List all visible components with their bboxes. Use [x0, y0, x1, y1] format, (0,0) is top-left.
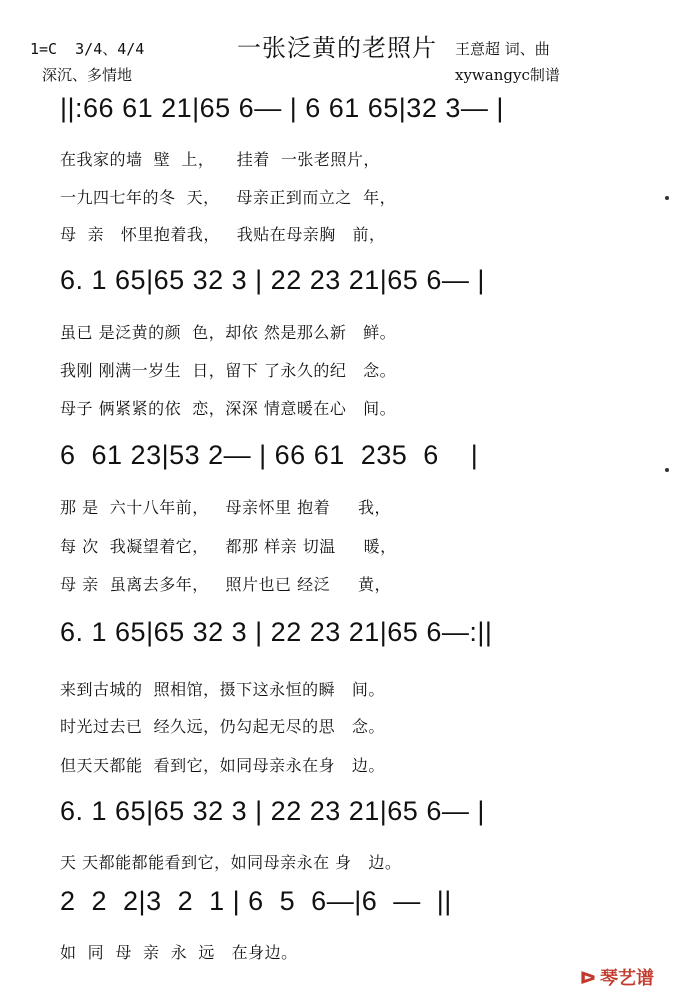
lyric-line: 在我家的墙 壁 上， 挂着 一张老照片， [60, 150, 380, 169]
notation-row-4: 6. 1 65|65 32 3 | 22 23 21|65 6—:|| [60, 617, 493, 647]
lyric-line: 但天天都能 看到它，如同母亲永在身 边。 [60, 756, 385, 775]
lyric-line: 那 是 六十八年前， 母亲怀里 抱着 我， [60, 498, 392, 517]
notation-row-5: 6. 1 65|65 32 3 | 22 23 21|65 6— | [60, 796, 485, 826]
key-signature: 1=C 3/4、4/4 [30, 40, 145, 58]
lyric-line: 虽已 是泛黄的颜 色，却依 然是那么新 鲜。 [60, 323, 397, 342]
notation-row-2: 6. 1 65|65 32 3 | 22 23 21|65 6— | [60, 265, 485, 295]
lyric-line: 天 天都能都能看到它，如同母亲永在 身 边。 [60, 853, 402, 872]
composer-credit: 王意超 词、曲 [455, 40, 550, 58]
watermark-text: 琴艺谱 [600, 968, 654, 989]
lyric-line: 每 次 我凝望着它， 都那 样亲 切温 暖， [60, 537, 397, 556]
lyric-line: 我刚 刚满一岁生 日，留下 了永久的纪 念。 [60, 361, 397, 380]
lyric-line: 如 同 母 亲 永 远 在身边。 [60, 943, 298, 962]
song-title: 一张泛黄的老照片 [237, 34, 437, 62]
notation-row-3: 6 61 23|53 2— | 66 61 235 6 | [60, 440, 479, 470]
transcriber-credit: xywangyc制谱 [455, 66, 560, 84]
performance-mood: 深沉、多情地 [42, 66, 133, 84]
lyric-line: 母 亲 怀里抱着我， 我贴在母亲胸 前， [60, 225, 386, 244]
edge-mark [665, 196, 669, 200]
lyric-line: 来到古城的 照相馆，摄下这永恒的瞬 间。 [60, 680, 385, 699]
edge-mark [665, 468, 669, 472]
lyric-line: 一九四七年的冬 天， 母亲正到而立之 年， [60, 188, 397, 207]
lyric-line: 时光过去已 经久远，仍勾起无尽的思 念。 [60, 717, 385, 736]
lyric-line: 母 亲 虽离去多年， 照片也已 经泛 黄， [60, 575, 392, 594]
site-watermark [580, 964, 654, 990]
qinyipu-logo-icon: ᐅ [579, 968, 596, 989]
notation-row-1: ||:66 61 21|65 6— | 6 61 65|32 3— | [60, 93, 504, 123]
lyric-line: 母子 俩紧紧的依 恋，深深 情意暖在心 间。 [60, 399, 397, 418]
notation-row-6: 2 2 2|3 2 1 | 6 5 6—|6 — || [60, 886, 452, 916]
